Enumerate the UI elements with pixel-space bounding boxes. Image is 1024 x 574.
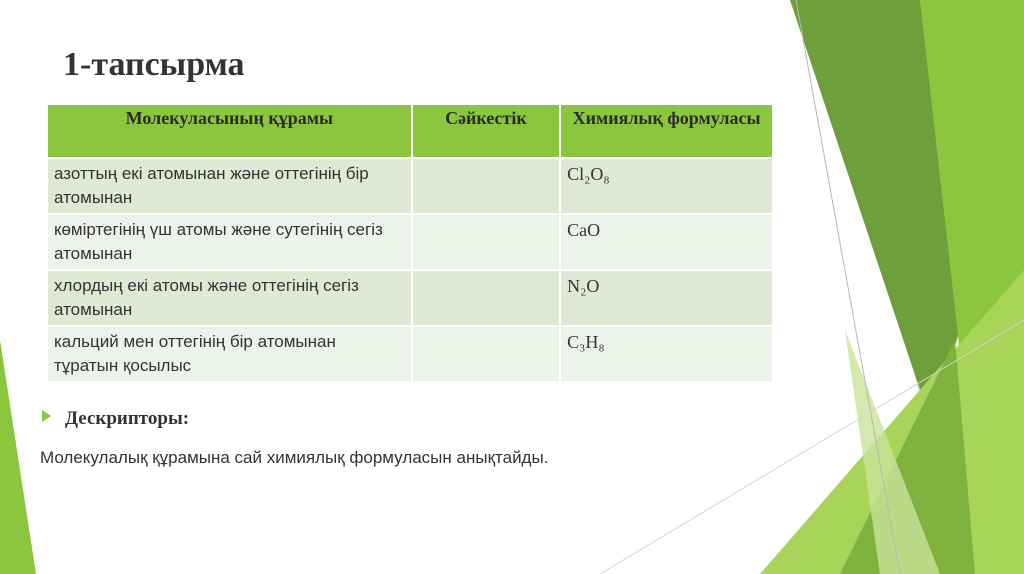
table-header-row — [47, 104, 773, 158]
cell-match[interactable] — [412, 270, 560, 326]
cell-match[interactable] — [412, 214, 560, 270]
table-row — [47, 214, 773, 270]
table-row — [47, 326, 773, 382]
descriptor-heading — [42, 408, 189, 430]
descriptor-heading-text: Дескрипторы: — [65, 408, 190, 429]
table-row — [47, 158, 773, 214]
cell-composition: кальций мен оттегінің бір атомынан тұратын қосылыс — [47, 326, 412, 382]
cell-composition: көміртегінің үш атомы және сутегінің сегіз атомынан — [47, 214, 412, 270]
triangle-bullet-icon — [42, 410, 51, 422]
cell-formula: Cl₂O₈ — [560, 158, 773, 214]
task-table — [46, 103, 774, 383]
cell-composition: хлордың екі атомы және оттегінің сегіз атомынан — [47, 270, 412, 326]
table-row — [47, 270, 773, 326]
cell-formula: N₂O — [560, 270, 773, 326]
deco-left-wedge — [0, 340, 36, 574]
cell-formula: CaO — [560, 214, 773, 270]
header-formula: Химиялық формуласы — [560, 104, 773, 158]
cell-composition: азоттың екі атомынан және оттегінің бір атомынан — [47, 158, 412, 214]
cell-formula: C₃H₈ — [560, 326, 773, 382]
header-composition: Молекуласының құрамы — [47, 104, 412, 158]
header-match: Сәйкестік — [412, 104, 560, 158]
slide-title: 1-тапсырма — [63, 46, 245, 83]
descriptor-text: Молекулалық құрамына сай химиялық формуласын анықтайды. — [40, 448, 549, 467]
cell-match[interactable] — [412, 158, 560, 214]
cell-match[interactable] — [412, 326, 560, 382]
